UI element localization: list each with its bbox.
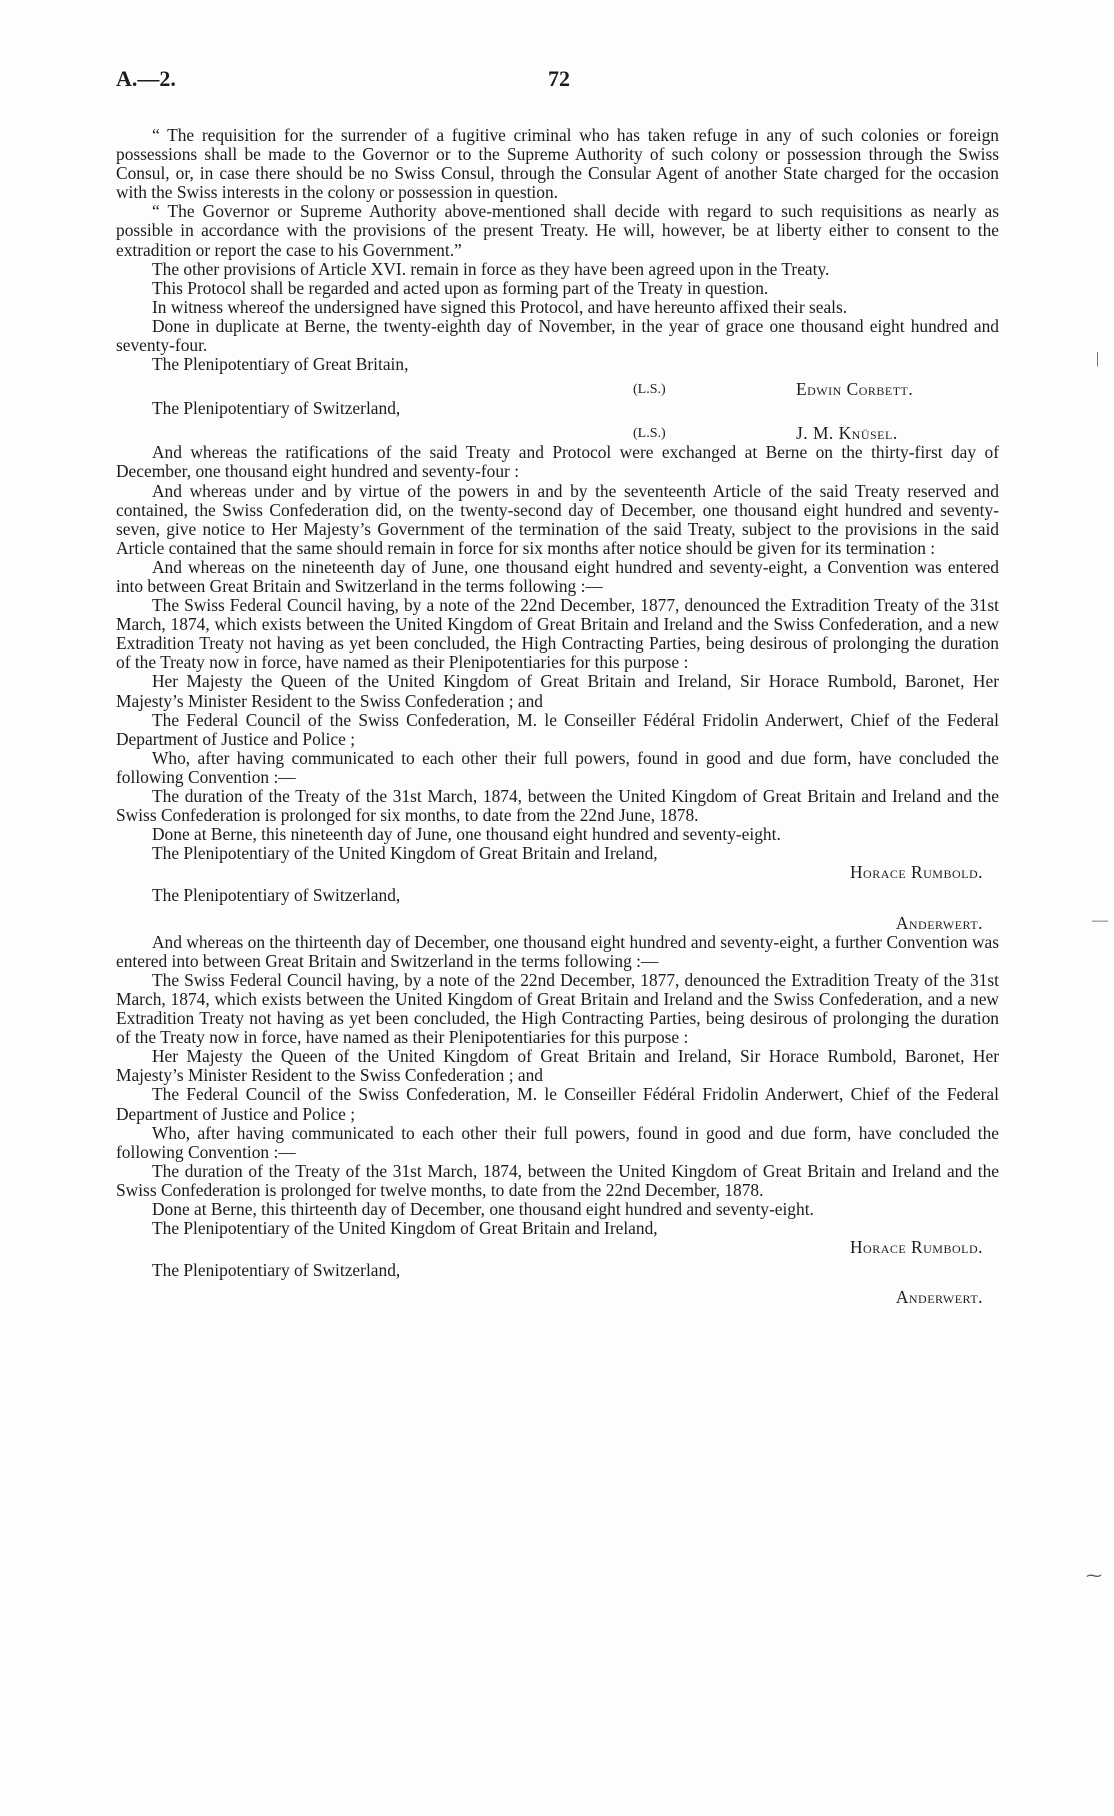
paragraph-december-convention: And whereas on the thirteenth day of December, one thousand eight hundred and seventy-eight, a further Convention was entered into between Great Britain and Switzerland in the terms following :—: [116, 931, 999, 971]
paragraph-done-december: Done at Berne, this thirteenth day of December, one thousand eight hundred and seventy-eight.: [152, 1198, 814, 1219]
plenipotentiary-switzerland-label: The Plenipotentiary of Switzerland,: [152, 1260, 401, 1281]
plenipotentiary-great-britain-label: The Plenipotentiary of Great Britain,: [152, 354, 409, 375]
paragraph-swiss-council-note: The Swiss Federal Council having, by a note of the 22nd December, 1877, denounced the Extradition Treaty of the 31st March, 1874, which exists between the United Kingdom of Great Britain and Ireland and the Swiss Confederation, and a new Extradition Treaty not having as yet been concluded, the High Contracting Parties, being desirous of prolonging the duration of the Treaty now in force, have named as their Plenipotentiaries for this purpose :: [116, 595, 999, 673]
plenipotentiary-switzerland-label: The Plenipotentiary of Switzerland,: [152, 398, 401, 419]
plenipotentiary-switzerland-label: The Plenipotentiary of Switzerland,: [152, 885, 401, 906]
parliamentary-paper-reference: A.—2.: [116, 66, 176, 91]
signature-rumbold: Horace Rumbold.: [849, 1237, 983, 1258]
paragraph-termination-notice: And whereas under and by virtue of the powers in and by the seventeenth Article of the said Treaty reserved and contained, the Swiss Confederation did, on the twenty-second day of December, one thousand eight hundred and seventy-seven, give notice to Her Majesty’s Government of the termination of the said Treaty, subject to the provisions in the said Article contained that the same should remain in force for six months after notice should be given for its termination :: [116, 480, 999, 558]
seal-mark: (L.S.): [633, 382, 666, 398]
signature-corbett: Edwin Corbett.: [796, 379, 914, 400]
paragraph-federal-council: The Federal Council of the Swiss Confederation, M. le Conseiller Fédéral Fridolin Anderwert, Chief of the Federal Department of Justice and Police ;: [116, 709, 999, 749]
paragraph-federal-council: The Federal Council of the Swiss Confederation, M. le Conseiller Fédéral Fridolin Anderwert, Chief of the Federal Department of Justice and Police ;: [116, 1084, 999, 1124]
paragraph-june-convention: And whereas on the nineteenth day of June, one thousand eight hundred and seventy-eight, a Convention was entered into between Great Britain and Switzerland in the terms following :—: [116, 556, 999, 596]
signature-row-knusel: [116, 418, 999, 443]
plenipotentiary-uk-label: The Plenipotentiary of the United Kingdom of Great Britain and Ireland,: [152, 1218, 658, 1239]
paragraph-full-powers: Who, after having communicated to each other their full powers, found in good and due form, have concluded the following Convention :—: [116, 1122, 999, 1162]
paragraph-twelve-months: The duration of the Treaty of the 31st March, 1874, between the United Kingdom of Great Britain and Ireland and the Swiss Confederation is prolonged for twelve months, to date from the 22nd December, 1878.: [116, 1160, 999, 1200]
paragraph-her-majesty: Her Majesty the Queen of the United Kingdom of Great Britain and Ireland, Sir Horace Rumbold, Baronet, Her Majesty’s Minister Resident to the Swiss Confederation ; and: [116, 1046, 999, 1086]
signature-anderwert: Anderwert.: [895, 912, 983, 933]
paragraph-done-june: Done at Berne, this nineteenth day of June, one thousand eight hundred and seventy-eight.: [152, 824, 781, 845]
paragraph-swiss-council-note: The Swiss Federal Council having, by a note of the 22nd December, 1877, denounced the Extradition Treaty of the 31st March, 1874, which exists between the United Kingdom of Great Britain and Ireland and the Swiss Confederation, and a new Extradition Treaty not having as yet been concluded, the High Contracting Parties, being desirous of prolonging the duration of the Treaty now in force, have named as their Plenipotentiaries for this purpose :: [116, 969, 999, 1048]
paragraph-her-majesty: Her Majesty the Queen of the United Kingdom of Great Britain and Ireland, Sir Horace Rumbold, Baronet, Her Majesty’s Minister Resident to the Swiss Confederation ; and: [116, 671, 999, 711]
margin-mark: —: [1092, 912, 1108, 929]
signature-row-corbett: [116, 374, 999, 399]
paragraph-witness: In witness whereof the undersigned have signed this Protocol, and have hereunto affixed their seals.: [152, 296, 848, 317]
signature-knusel: J. M. Knüsel.: [796, 423, 898, 444]
paragraph-governor-decision: “ The Governor or Supreme Authority above-mentioned shall decide with regard to such requisitions as nearly as possible in accordance with the provisions of the present Treaty. He will, however, be at liberty either to consent to the extradition or report the case to his Government.”: [116, 201, 999, 260]
page-header: [116, 66, 1114, 96]
paragraph-full-powers: Who, after having communicated to each other their full powers, found in good and due form, have concluded the following Convention :—: [116, 747, 999, 787]
plenipotentiary-uk-label: The Plenipotentiary of the United Kingdom of Great Britain and Ireland,: [152, 843, 658, 864]
margin-mark: ⁓: [1086, 1568, 1102, 1585]
margin-mark: |: [1096, 350, 1100, 367]
paragraph-done-duplicate: Done in duplicate at Berne, the twenty-eighth day of November, in the year of grace one thousand eight hundred and seventy-four.: [116, 315, 999, 356]
signature-anderwert: Anderwert.: [895, 1287, 983, 1308]
paragraph-protocol-part: This Protocol shall be regarded and acted upon as forming part of the Treaty in question.: [152, 277, 769, 298]
paragraph-six-months: The duration of the Treaty of the 31st March, 1874, between the United Kingdom of Great Britain and Ireland and the Swiss Confederation is prolonged for six months, to date from the 22nd June, 1878.: [116, 786, 999, 826]
signature-rumbold: Horace Rumbold.: [849, 862, 983, 883]
page-number: 72: [548, 66, 570, 91]
paragraph-ratifications: And whereas the ratifications of the said Treaty and Protocol were exchanged at Berne on the thirty-first day of December, one thousand eight hundred and seventy-four :: [116, 442, 999, 482]
seal-mark: (L.S.): [633, 426, 666, 442]
paragraph-article-xvi: The other provisions of Article XVI. remain in force as they have been agreed upon in the Treaty.: [152, 258, 830, 279]
paragraph-requisition: “ The requisition for the surrender of a fugitive criminal who has taken refuge in any of such colonies or foreign possessions shall be made to the Governor or to the Supreme Authority of such colony or possession through the Swiss Consul, or, in case there should be no Swiss Consul, through the Consular Agent of another State charged for the occasion with the Swiss interests in the colony or possession in question.: [116, 125, 999, 203]
document-body: [116, 126, 999, 1307]
